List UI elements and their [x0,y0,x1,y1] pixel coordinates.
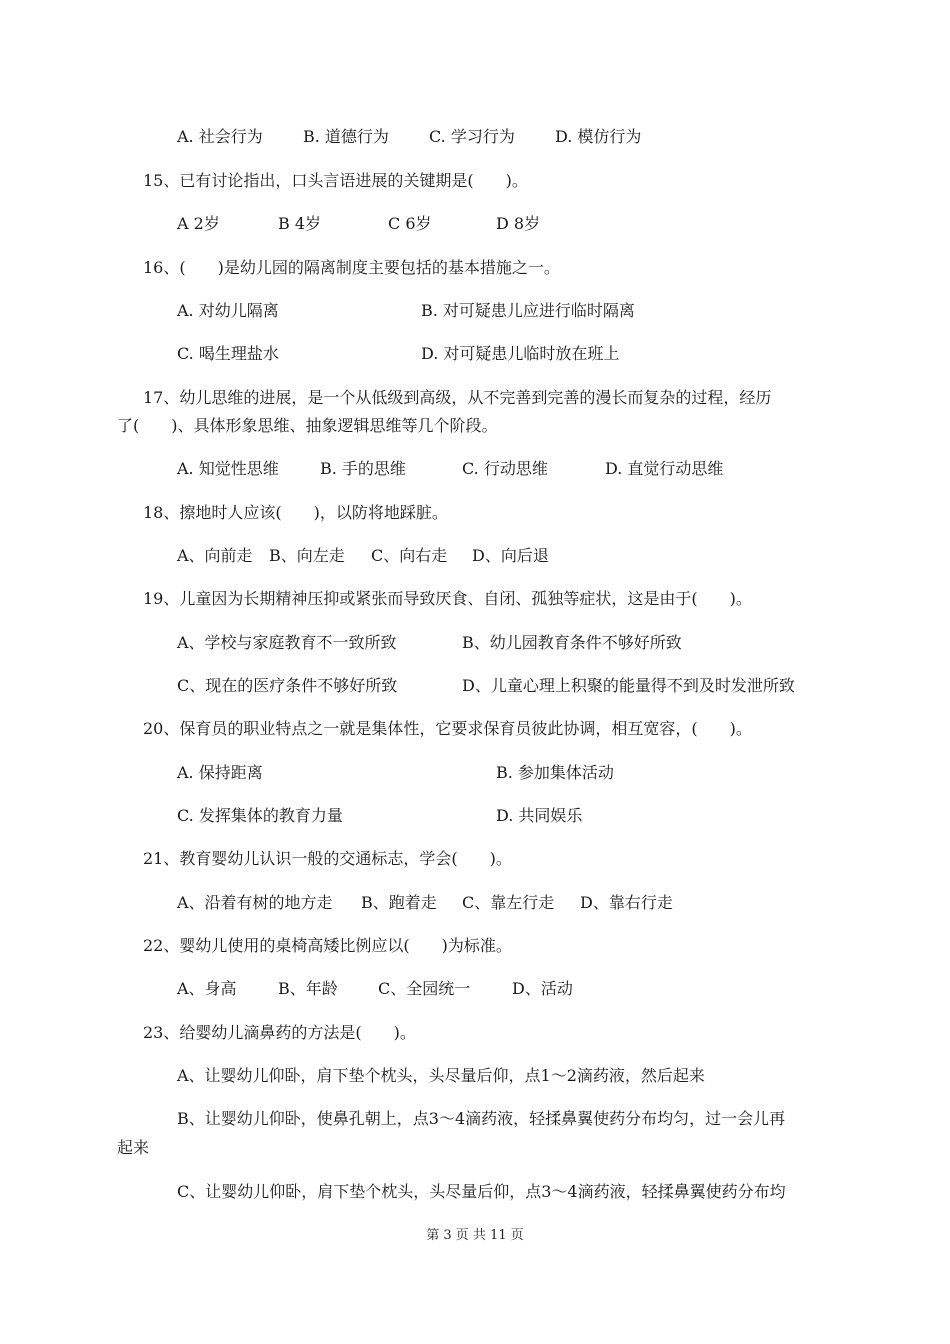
q19-stem: 19、儿童因为长期精神压抑或紧张而导致厌食、自闭、孤独等症状，这是由于( )。 [143,589,752,608]
q17-option-d: D. 直觉行动思维 [605,459,724,478]
q19-option-b: B、幼儿园教育条件不够好所致 [462,633,682,652]
q21-stem: 21、教育婴幼儿认识一般的交通标志，学会( )。 [143,849,512,868]
q16-option-b: B. 对可疑患儿应进行临时隔离 [421,301,635,320]
q18-option-c: C、向右走 [371,546,448,565]
q16-option-d: D. 对可疑患儿临时放在班上 [421,344,620,363]
q21-option-a: A、沿着有树的地方走 [177,893,333,912]
q17-option-b: B. 手的思维 [320,459,406,478]
q20-option-c: C. 发挥集体的教育力量 [177,806,343,825]
q21-option-b: B、跑着走 [361,893,437,912]
q15-stem: 15、已有讨论指出，口头言语进展的关键期是( )。 [143,171,528,190]
q14-option-a: A. 社会行为 [177,127,263,146]
q20-option-a: A. 保持距离 [177,763,263,782]
q23-option-b-line1: B、让婴幼儿仰卧，使鼻孔朝上，点3～4滴药液，轻揉鼻翼使药分布均匀，过一会儿再 [177,1109,786,1128]
q23-option-a: A、让婴幼儿仰卧，肩下垫个枕头，头尽量后仰，点1～2滴药液，然后起来 [177,1066,705,1085]
q20-option-b: B. 参加集体活动 [496,763,614,782]
q22-stem: 22、婴幼儿使用的桌椅高矮比例应以( )为标准。 [143,936,512,955]
q18-option-a: A、向前走 [177,546,253,565]
q22-option-c: C、全园统一 [378,979,471,998]
q18-option-d: D、向后退 [472,546,549,565]
q18-option-b: B、向左走 [269,546,345,565]
q21-option-c: C、靠左行走 [462,893,555,912]
q22-option-a: A、身高 [177,979,237,998]
q14-option-d: D. 模仿行为 [555,127,642,146]
q18-stem: 18、擦地时人应该( )，以防将地踩脏。 [143,503,448,522]
q17-option-a: A. 知觉性思维 [177,459,279,478]
q17-stem-line1: 17、幼儿思维的进展，是一个从低级到高级，从不完善到完善的漫长而复杂的过程，经历 [143,388,772,407]
q23-option-c: C、让婴幼儿仰卧，肩下垫个枕头，头尽量后仰，点3～4滴药液，轻揉鼻翼使药分布均 [177,1182,786,1201]
q23-stem: 23、给婴幼儿滴鼻药的方法是( )。 [143,1023,416,1042]
q17-stem-line2: 了( )、具体形象思维、抽象逻辑思维等几个阶段。 [117,416,498,435]
q14-option-b: B. 道德行为 [303,127,389,146]
q15-option-d: D 8岁 [496,214,541,233]
q23-option-b-line2: 起来 [117,1138,150,1157]
q22-option-d: D、活动 [512,979,573,998]
q14-option-c: C. 学习行为 [429,127,515,146]
q21-option-d: D、靠右行走 [580,893,673,912]
q20-stem: 20、保育员的职业特点之一就是集体性，它要求保育员彼此协调，相互宽容，( )。 [143,719,752,738]
q19-option-c: C、现在的医疗条件不够好所致 [177,676,398,695]
q22-option-b: B、年龄 [278,979,338,998]
q15-option-a: A 2岁 [177,214,220,233]
q19-option-a: A、学校与家庭教育不一致所致 [177,633,397,652]
q17-option-c: C. 行动思维 [462,459,548,478]
q20-option-d: D. 共同娱乐 [496,806,583,825]
q15-option-b: B 4岁 [278,214,322,233]
q19-option-d: D、儿童心理上积聚的能量得不到及时发泄所致 [462,676,795,695]
q16-stem: 16、( )是幼儿园的隔离制度主要包括的基本措施之一。 [143,258,560,277]
q16-option-c: C. 喝生理盐水 [177,344,279,363]
q16-option-a: A. 对幼儿隔离 [177,301,279,320]
page-number-footer: 第 3 页 共 11 页 [426,1228,524,1243]
q15-option-c: C 6岁 [388,214,432,233]
